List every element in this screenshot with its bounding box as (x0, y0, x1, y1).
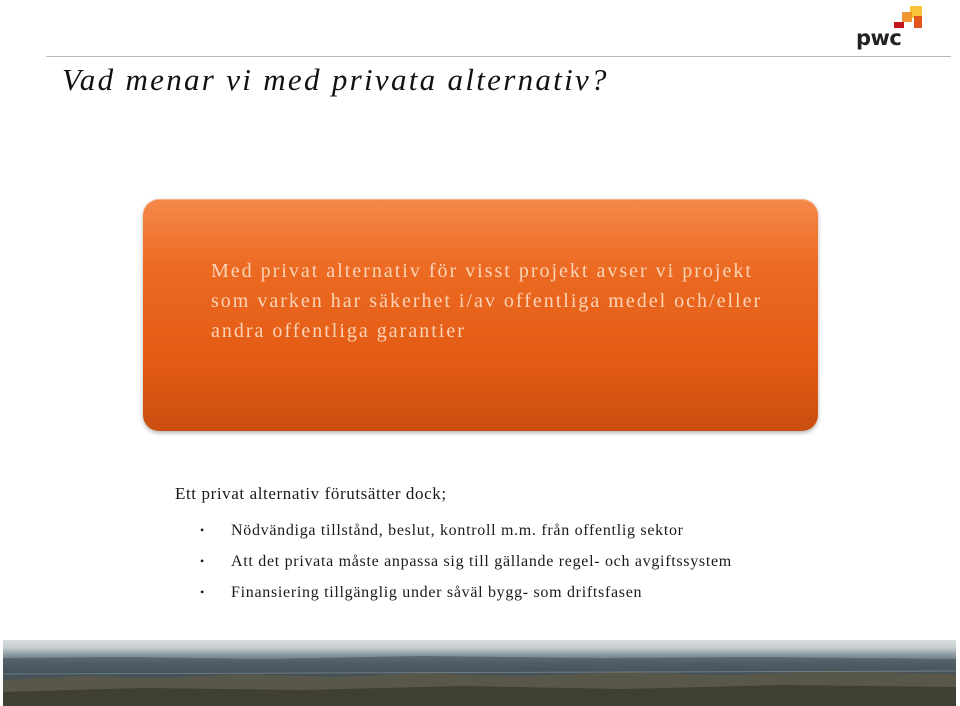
list-item (200, 515, 732, 546)
pwc-logo-text: pwc (856, 26, 902, 50)
bullet-icon: • (200, 523, 205, 537)
bullet-icon: • (200, 554, 205, 568)
intro-text: Ett privat alternativ förutsätter dock; (175, 484, 447, 503)
list-item (200, 577, 732, 608)
list-item (200, 546, 732, 577)
list-item-text: Nödvändiga tillstånd, beslut, kontroll m.m. från offentlig sektor (231, 522, 684, 539)
definition-callout (143, 199, 818, 431)
title-divider (46, 56, 951, 57)
callout-text: Med privat alternativ för visst projekt avser vi projekt som varken har säkerhet i/av offentliga medel och/eller andra offentliga garantier (211, 260, 763, 342)
bullet-icon: • (200, 585, 205, 599)
pwc-logo (850, 2, 930, 54)
requirements-list (200, 515, 732, 608)
aerial-landscape-image (3, 640, 956, 706)
list-item-text: Finansiering tillgänglig under såväl bygg- som driftsfasen (231, 584, 643, 601)
footer-landscape-photo (3, 640, 956, 706)
list-item-text: Att det privata måste anpassa sig till gällande regel- och avgiftssystem (231, 553, 732, 570)
slide-title: Vad menar vi med privata alternativ? (62, 62, 609, 97)
